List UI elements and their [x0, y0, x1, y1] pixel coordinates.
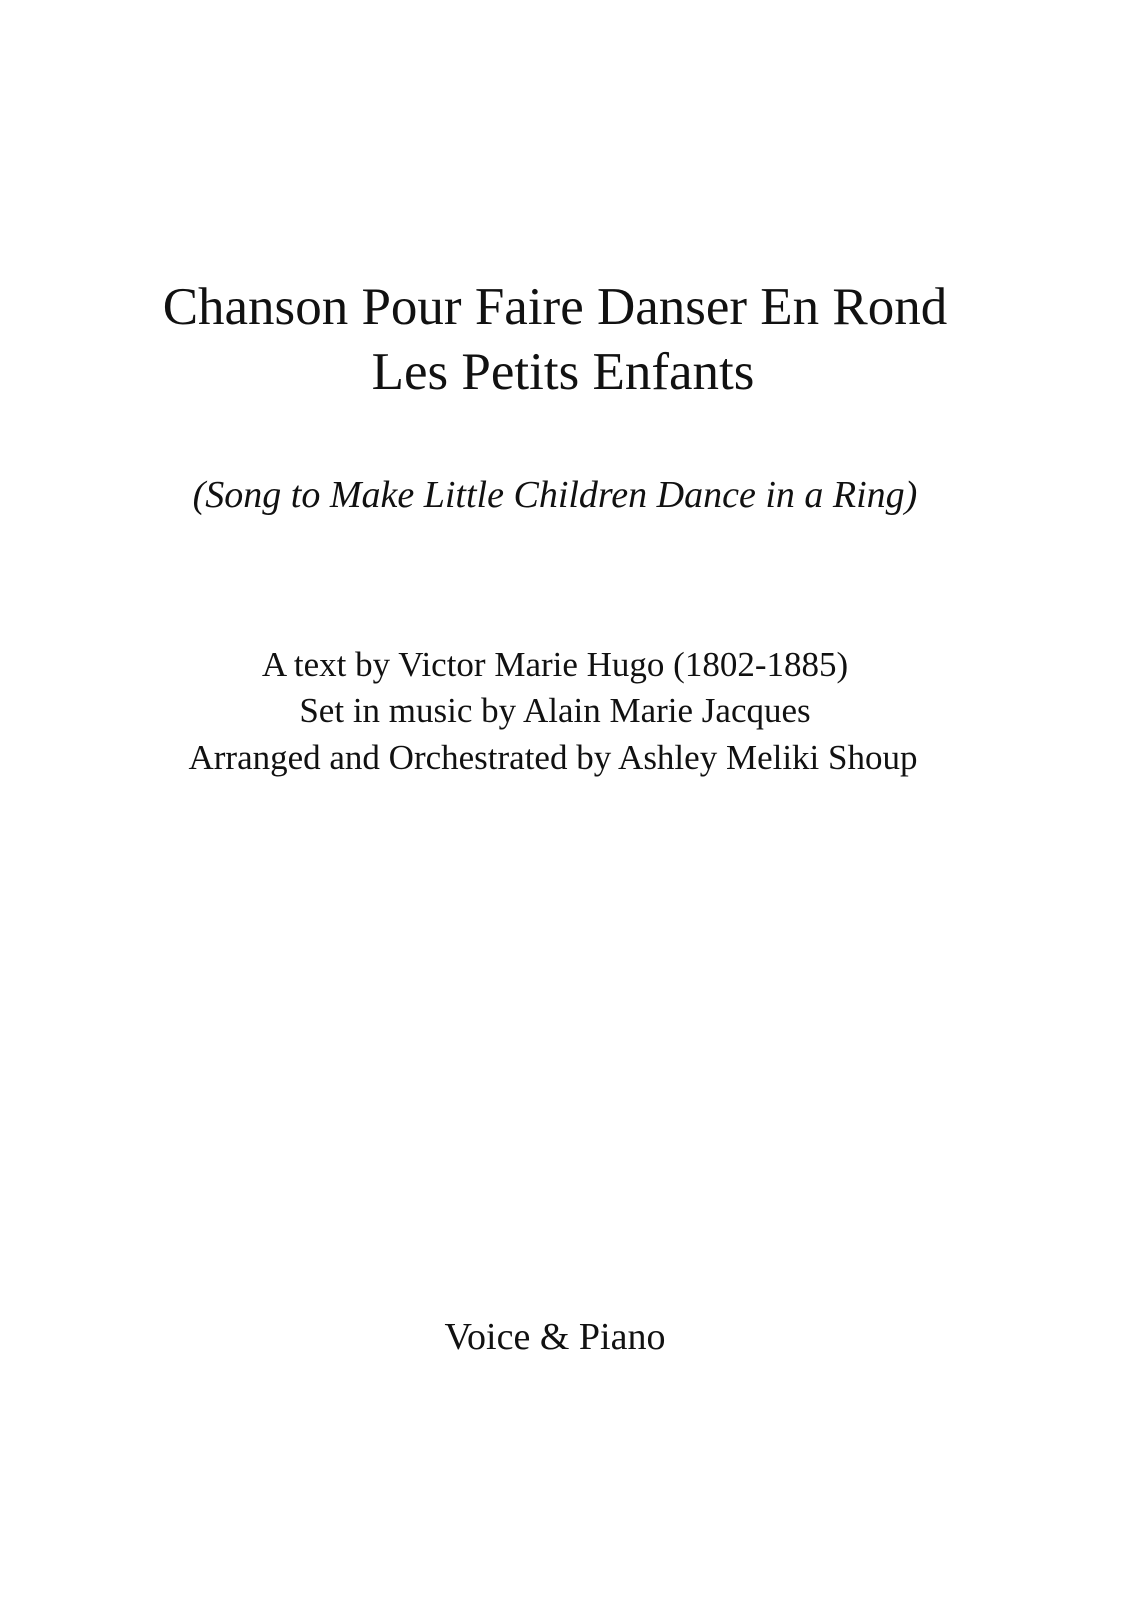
title-line-2: Les Petits Enfants — [371, 343, 755, 401]
title-line-1: Chanson Pour Faire Danser En Rond — [162, 278, 948, 336]
credit-music: Set in music by Alain Marie Jacques — [299, 691, 811, 730]
subtitle: (Song to Make Little Children Dance in a Ring) — [192, 474, 918, 516]
credit-text: A text by Victor Marie Hugo (1802-1885) — [261, 645, 849, 684]
instrumentation: Voice & Piano — [444, 1316, 666, 1358]
credit-arrangement: Arranged and Orchestrated by Ashley Meliki Shoup — [188, 738, 918, 777]
